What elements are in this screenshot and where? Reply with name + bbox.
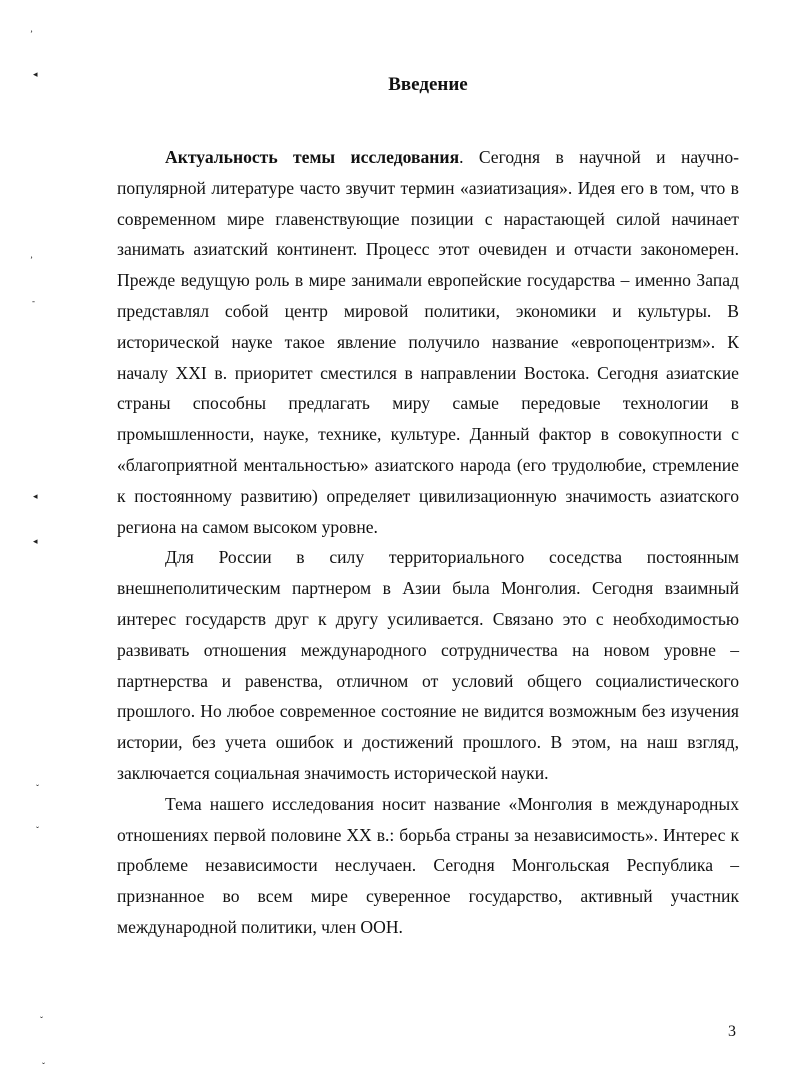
paragraph-heading: Актуальность темы исследования [165, 147, 460, 167]
scan-mark: ◂ [33, 536, 38, 546]
scan-mark: ˇ [42, 1061, 45, 1071]
paragraph-text: . Сегодня в научной и научно-популярной литературе часто звучит термин «азиатизация». Идея его в том, что в современном мире главенствующие позиции с нарастающей силой начинает занимать азиатский континент. Процесс этот очевиден и отчасти закономерен. Прежде ведущую роль в мире занимали европейские государства – именно Запад представлял собой центр мировой политики, экономики и культуры. В исторической науке такое явление получило название «европоцентризм». К началу XXI в. приоритет сместился в направлении Востока. Сегодня азиатские страны способны предлагать миру самые передовые технологии в промышленности, науке, технике, культуре. Данный фактор в совокупности с «благоприятной ментальностью» азиатского народа (его трудолюбие, стремление к постоянному развитию) определяет цивилизационную значимость азиатского региона на самом высоком уровне. [117, 147, 739, 537]
paragraph: Для России в силу территориального соседства постоянным внешнеполитическим партнером в Азии была Монголия. Сегодня взаимный интерес государств друг к другу усиливается. Связано это с необходимостью развивать отношения международного сотрудничества на новом уровне – партнерства и равенства, отличном от условий общего социалистического прошлого. Но любое современное состояние не видится возможным без изучения истории, без учета ошибок и достижений прошлого. В этом, на наш взгляд, заключается социальная значимость исторической науки. [117, 547, 739, 783]
scan-mark: ˇ [36, 825, 39, 835]
scan-mark: ◂ [33, 69, 38, 79]
page-title: Введение [388, 74, 468, 95]
page-number: 3 [728, 1023, 736, 1040]
scan-mark: ˇ [40, 1015, 43, 1025]
paragraph: Тема нашего исследования носит название «Монголия в международных отношениях первой половине XX в.: борьба страны за независимость». Интерес к проблеме независимости неслучаен. Сегодня Монгольская Республика – признанное во всем мире суверенное государство, активный участник международной политики, член ООН. [117, 793, 739, 937]
scan-mark: ʼ [30, 29, 33, 39]
scan-mark: ʼ [30, 255, 33, 265]
body-text [117, 142, 739, 943]
scan-mark: - [32, 296, 35, 306]
scan-mark: ◂ [33, 491, 38, 501]
paragraph [117, 142, 739, 542]
scan-mark: ˇ [36, 783, 39, 793]
